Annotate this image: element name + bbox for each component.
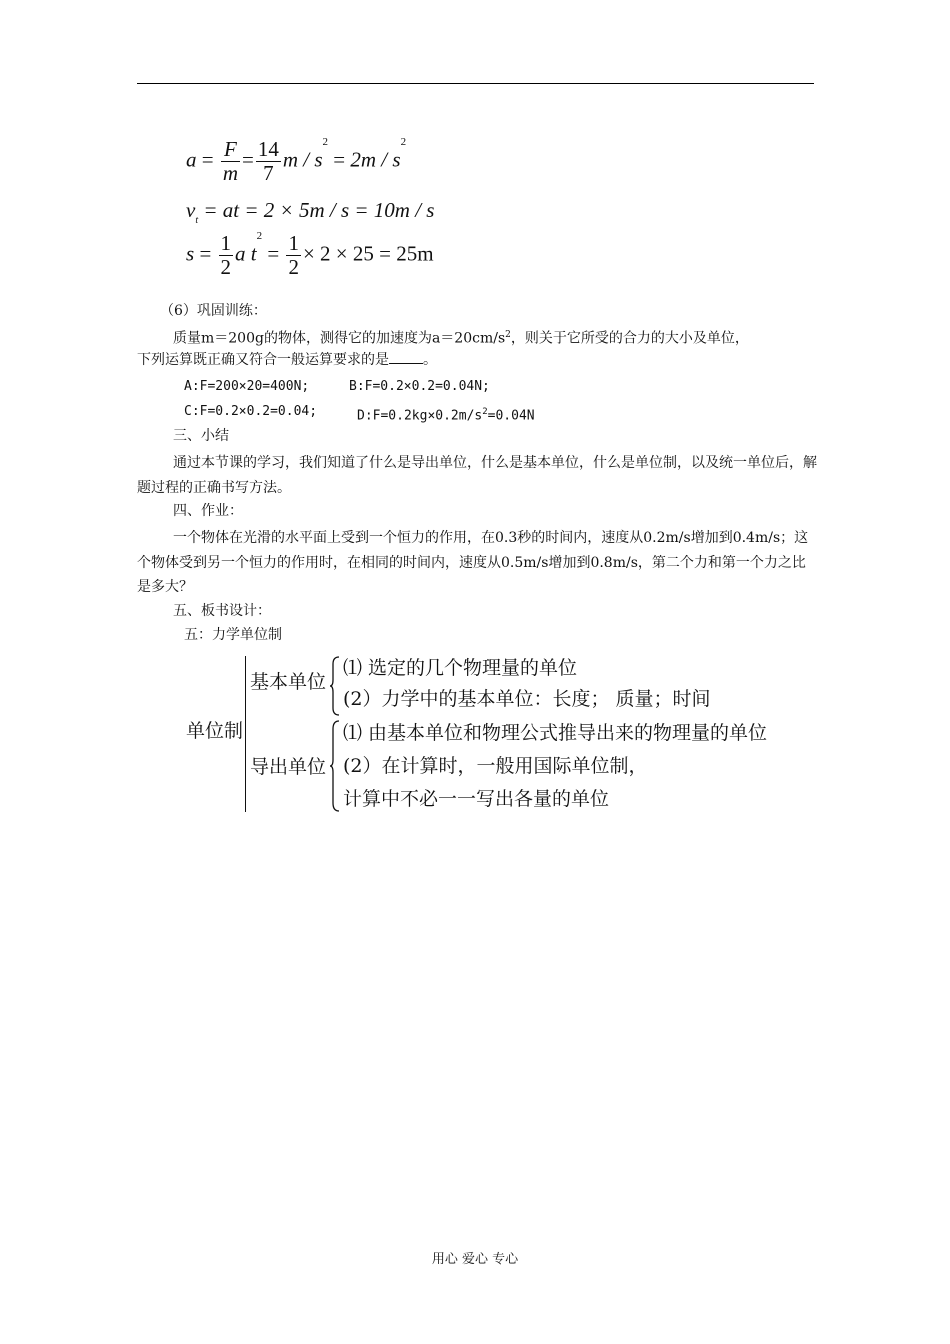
board-root-label: 单位制	[186, 720, 244, 742]
summary-text: 通过本节课的学习，我们知道了什么是导出单位，什么是基本单位，什么是单位制，以及统一单位后，解题过程的正确书写方法。	[137, 455, 817, 496]
practice-question-line2: 下列运算既正确又符合一般运算要求的是 。	[137, 349, 437, 371]
homework-heading: 四、作业：	[173, 503, 243, 519]
derived-brace-icon	[330, 720, 340, 812]
board-subheading: 五：力学单位制	[184, 627, 282, 643]
equation-acceleration: a = $\frac{F}{m}$ = $\frac{14}{7}$ $m / s^2 = 2m / s^2$	[186, 136, 407, 185]
option-d: $D:F=0.2kg\times 0.2m/s^2=0.04N$	[357, 407, 535, 424]
base-brace-icon	[330, 656, 340, 716]
derived-item-3: 计算中不必一一写出各量的单位	[343, 788, 610, 810]
fraction-one-half: $\frac{1}{2}$	[220, 231, 232, 279]
homework-text: 一个物体在光滑的水平面上受到一个恒力的作用，在0.3秒的时间内，速度从0.2m/s增加到0.4m/s；这个物体受到另一个恒力的作用时，在相同的时间内，速度从0.5m/s增加到0.8m/s，第二个力和第一个力之比是多大？	[137, 530, 809, 595]
base-item-2: (2）力学中的基本单位：长度； 质量；时间	[343, 688, 711, 710]
header-rule	[137, 83, 814, 84]
board-heading: 五、板书设计：	[173, 603, 271, 619]
page-footer: 用心 爱心 专心	[431, 1252, 519, 1267]
fraction-14-over-7: $\frac{14}{7}$	[257, 137, 279, 185]
answer-blank	[389, 349, 423, 364]
derived-item-2: (2）在计算时，一般用国际单位制，	[343, 755, 648, 777]
equation-displacement: s = $\frac{1}{2}$ a $t^2$ = $\frac{1}{2}$ × 2 × 25 = 25m	[186, 230, 434, 279]
board-derived-label: 导出单位	[250, 756, 327, 778]
fraction-one-half-2: $\frac{1}{2}$	[288, 231, 299, 279]
equation-velocity: $v_t$ = at = 2 × 5m / s = 10m / s	[186, 198, 435, 226]
option-b: B:F=0.2×0.2=0.04N;	[349, 379, 490, 394]
option-c: C:F=0.2×0.2=0.04;	[184, 404, 318, 419]
summary-heading: 三、小结	[173, 428, 229, 444]
option-a: A:F=200×20=400N;	[184, 379, 310, 394]
derived-item-1: ⑴ 由基本单位和物理公式推导出来的物理量的单位	[343, 722, 768, 744]
practice-question-line1: 质量m＝200g的物体，测得它的加速度为$a=20cm/s^2$，则关于它所受的合力的大小及单位，	[173, 330, 749, 347]
fraction-f-over-m: $\frac{F}{m}$	[222, 137, 239, 185]
board-base-label: 基本单位	[250, 671, 327, 693]
practice-heading: （6）巩固训练：	[160, 303, 267, 319]
board-root-bracket	[245, 656, 249, 812]
base-item-1: ⑴ 选定的几个物理量的单位	[343, 657, 578, 679]
